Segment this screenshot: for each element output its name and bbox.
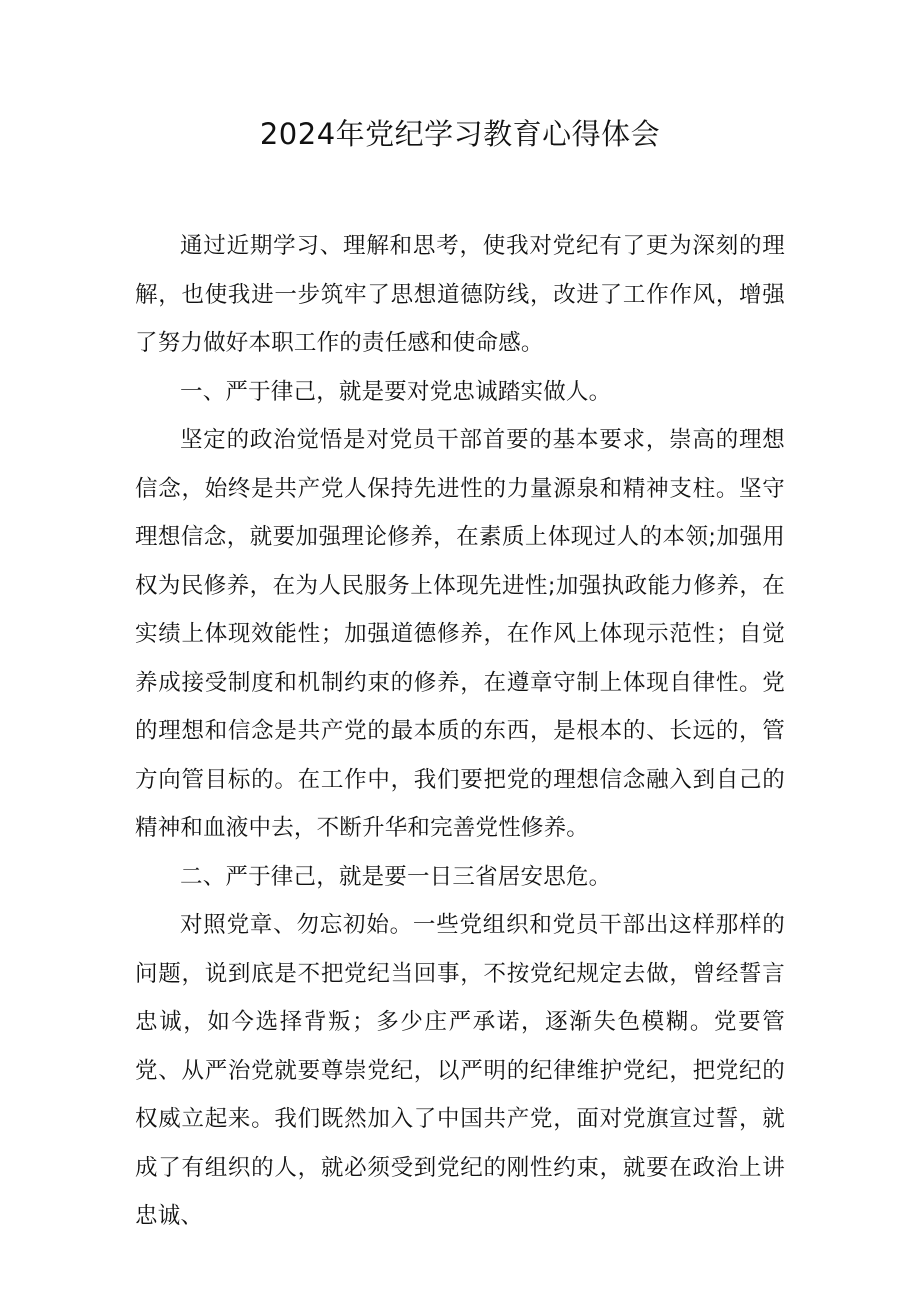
paragraph-section-one-heading: 一、严于律己，就是要对党忠诚踏实做人。 [180,378,612,405]
paragraph-section-two-heading: 二、严于律己，就是要一日三省居安思危。 [180,863,612,890]
paragraph-intro: 通过近期学习、理解和思考，使我对党纪有了更为深刻的理解，也使我进一步筑牢了思想道德防线，改进了工作作风，增强了努力做好本职工作的责任感和使命感。 [135,233,785,356]
paragraph-section-one-body: 坚定的政治觉悟是对党员干部首要的基本要求，崇高的理想信念，始终是共产党人保持先进性的力量源泉和精神支柱。坚守理想信念，就要加强理论修养，在素质上体现过人的本领;加强用权为民修养，在为人民服务上体现先进性;加强执政能力修养，在实绩上体现效能性；加强道德修养，在作风上体现示范性；自觉养成接受制度和机制约束的修养，在遵章守制上体现自律性。党的理想和信念是共产党的最本质的东西，是根本的、长远的，管方向管目标的。在工作中，我们要把党的理想信念融入到自己的精神和血液中去，不断升华和完善党性修养。 [135,427,785,841]
paragraph-section-two-body: 对照党章、勿忘初始。一些党组织和党员干部出这样那样的问题，说到底是不把党纪当回事，不按党纪规定去做，曾经誓言忠诚，如今选择背叛；多少庄严承诺，逐渐失色模糊。党要管党、从严治党就要尊崇党纪，以严明的纪律维护党纪，把党纪的权威立起来。我们既然加入了中国共产党，面对党旗宣过誓，就成了有组织的人，就必须受到党纪的刚性约束，就要在政治上讲忠诚、 [135,912,785,1229]
document-title: 2024年党纪学习教育心得体会 [259,117,661,151]
document-body [135,222,785,1241]
